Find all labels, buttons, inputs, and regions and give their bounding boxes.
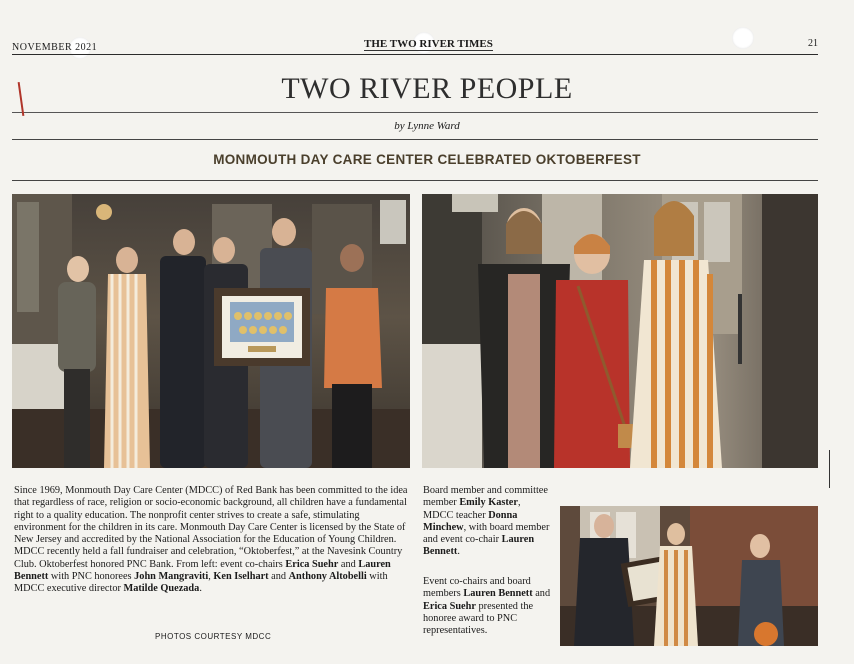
group-photo-award xyxy=(12,194,410,468)
caption-text: . xyxy=(457,546,460,558)
section-title: TWO RIVER PEOPLE xyxy=(281,72,573,105)
caption-text: presented the honoree award to PNC representatives. xyxy=(423,600,534,637)
caption-text: . xyxy=(199,583,202,595)
newspaper-name: THE TWO RIVER TIMES xyxy=(364,38,493,50)
article-headline: MONMOUTH DAY CARE CENTER CELEBRATED OKTOBERFEST xyxy=(213,152,641,167)
issue-date: NOVEMBER 2021 xyxy=(12,42,98,53)
caption-text: , with board member and event co-chair xyxy=(423,521,550,546)
caption-text: , MDCC teacher xyxy=(423,497,521,521)
person-name: Ken Iselhart xyxy=(213,571,269,583)
caption-text: and xyxy=(532,588,551,600)
punch-hole-right xyxy=(732,27,754,49)
person-name: Lauren Bennett xyxy=(463,588,533,600)
person-name: Anthony Altobelli xyxy=(288,571,367,583)
headline-rule-bottom xyxy=(12,180,818,181)
three-women-photo xyxy=(422,194,818,468)
caption-text: , xyxy=(208,571,214,583)
title-rule-top xyxy=(12,112,818,113)
person-name: Lauren Bennett xyxy=(423,534,535,558)
caption-text: Since 1969, Monmouth Day Care Center (MDCC) of Red Bank has been committed to the idea that regardless of race, religion or socio-economic background, all children have a fundamental right to a quality education. The nonprofit center strives to create a safe, stimulating environment for the children in its care. Monmouth Day Care Center is licensed by the State of New Jersey and accredited by the National Association for the Education of Young Children. MDCC recently held a fall fundraiser and celebration, “Oktoberfest,” at the Navesink Country Club. Oktoberfest honored PNC Bank. From left: event co-chairs xyxy=(14,485,408,570)
group-photo-award-illustration xyxy=(12,194,410,468)
masthead-rule xyxy=(12,54,818,55)
caption-text: with MDCC executive director xyxy=(14,571,388,595)
person-name: Donna Minchew xyxy=(423,509,518,533)
margin-mark xyxy=(829,450,830,488)
caption-text: with PNC honorees xyxy=(48,571,135,583)
caption-text: and xyxy=(268,571,289,583)
page-number: 21 xyxy=(808,38,818,49)
person-name: John Mangraviti xyxy=(134,571,209,583)
main-caption xyxy=(14,485,410,596)
caption-text: and xyxy=(338,558,359,570)
person-name: Matilde Quezada xyxy=(123,583,200,595)
caption-text: Event co-chairs and board members xyxy=(423,576,531,600)
award-presentation-photo xyxy=(560,506,818,646)
person-name: Emily Kaster xyxy=(459,497,518,509)
headline-rule-top xyxy=(12,139,818,140)
side-caption-bottom xyxy=(423,576,551,637)
caption-text: Board member and committee member xyxy=(423,485,548,509)
person-name: Lauren Bennett xyxy=(14,558,391,583)
award-presentation-photo-illustration xyxy=(560,506,818,646)
person-name: Erica Suehr xyxy=(285,558,339,570)
side-caption-top xyxy=(423,485,551,559)
photo-credit: PHOTOS COURTESY MDCC xyxy=(155,632,272,641)
person-name: Erica Suehr xyxy=(423,600,476,612)
three-women-photo-illustration xyxy=(422,194,818,468)
byline: by Lynne Ward xyxy=(394,120,460,132)
